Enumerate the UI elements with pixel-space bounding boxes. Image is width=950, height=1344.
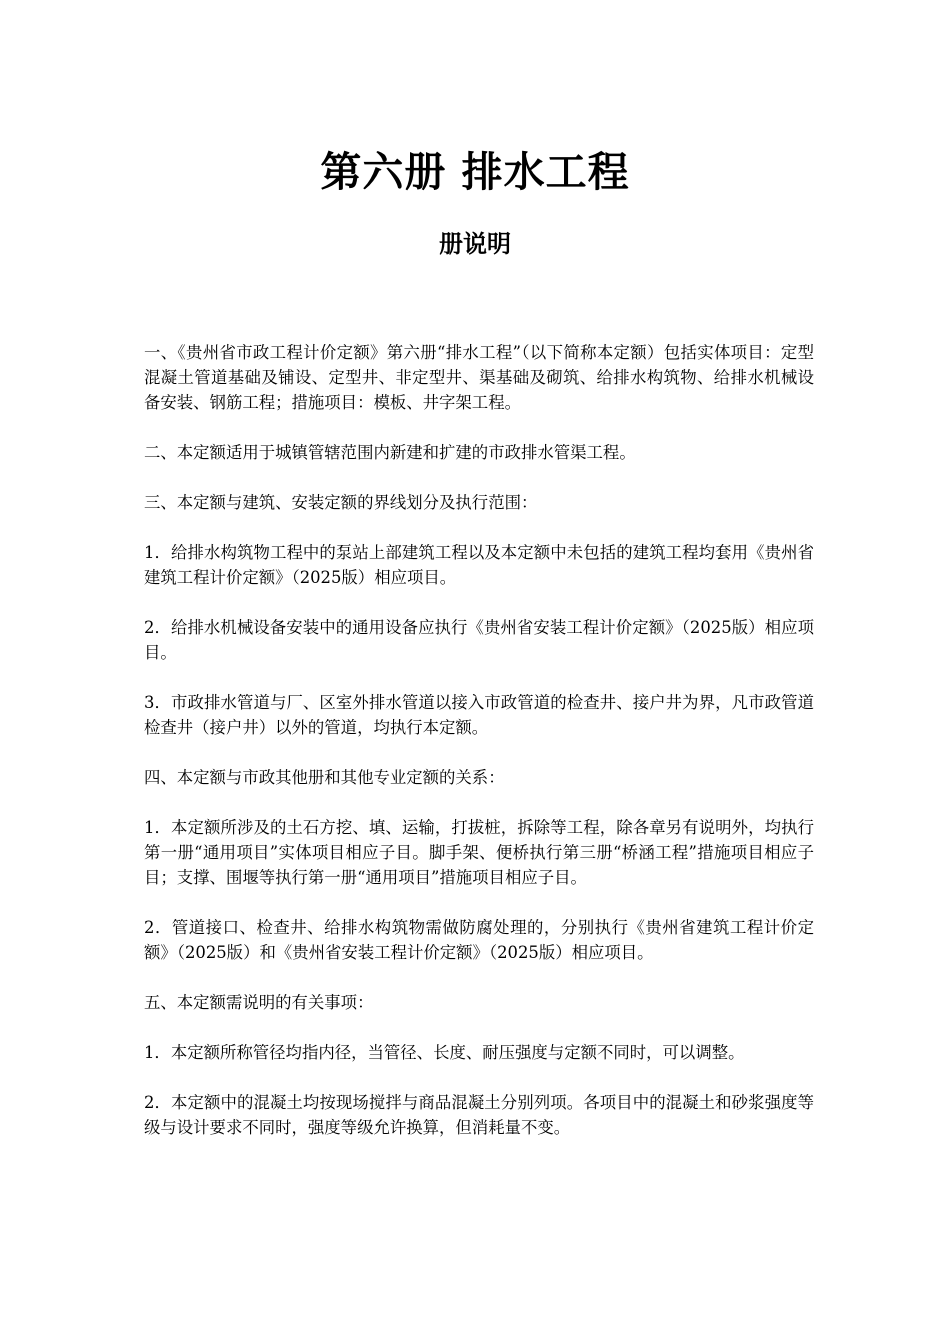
document-subtitle: 册说明 (439, 230, 511, 258)
paragraph-5-notes: 五、本定额需说明的有关事项： (144, 993, 374, 1012)
paragraph-3-boundaries: 三、本定额与建筑、安装定额的界线划分及执行范围： (144, 493, 538, 512)
paragraph-1-scope: 一、《贵州省市政工程计价定额》第六册“排水工程”（以下简称本定额）包括实体项目：定型混凝土管道基础及铺设、定型井、非定型井、渠基础及砌筑、给排水构筑物、给排水机械设备安装、钢筋工程；措施项目：模板、井字架工程。 (144, 343, 814, 412)
paragraph-4-item-1: 1．本定额所涉及的土石方挖、填、运输，打拔桩，拆除等工程，除各章另有说明外，均执行第一册“通用项目”实体项目相应子目。脚手架、便桥执行第三册“桥涵工程”措施项目相应子目；支撑、围堰等执行第一册“通用项目”措施项目相应子目。 (144, 818, 814, 887)
paragraph-3-item-3: 3．市政排水管道与厂、区室外排水管道以接入市政管道的检查井、接户井为界，凡市政管道检查井（接户井）以外的管道，均执行本定额。 (144, 693, 814, 737)
paragraph-5-item-1: 1．本定额所称管径均指内径，当管径、长度、耐压强度与定额不同时，可以调整。 (144, 1043, 745, 1062)
paragraph-3-item-1: 1．给排水构筑物工程中的泵站上部建筑工程以及本定额中未包括的建筑工程均套用《贵州省建筑工程计价定额》（2025版）相应项目。 (144, 543, 814, 587)
document-body (144, 340, 814, 1165)
paragraph-4-item-2: 2．管道接口、检查井、给排水构筑物需做防腐处理的，分别执行《贵州省建筑工程计价定额》（2025版）和《贵州省安装工程计价定额》（2025版）相应项目。 (144, 918, 814, 962)
paragraph-5-item-2: 2．本定额中的混凝土均按现场搅拌与商品混凝土分别列项。各项目中的混凝土和砂浆强度等级与设计要求不同时，强度等级允许换算，但消耗量不变。 (144, 1093, 814, 1137)
paragraph-3-item-2: 2．给排水机械设备安装中的通用设备应执行《贵州省安装工程计价定额》（2025版）相应项目。 (144, 618, 814, 662)
paragraph-4-relations: 四、本定额与市政其他册和其他专业定额的关系： (144, 768, 505, 787)
document-title: 第六册 排水工程 (320, 148, 630, 196)
paragraph-2-applicability: 二、本定额适用于城镇管辖范围内新建和扩建的市政排水管渠工程。 (144, 443, 636, 462)
